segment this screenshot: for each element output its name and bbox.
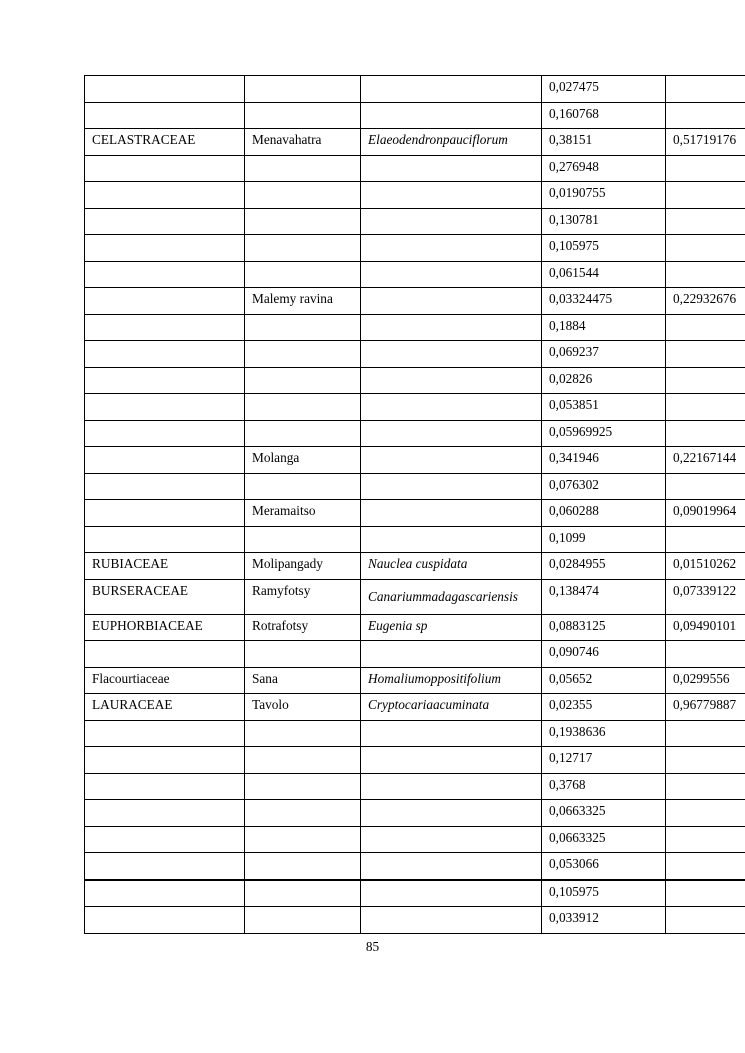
species-cell: Elaeodendronpauciflorum — [361, 129, 542, 156]
total-cell — [666, 853, 745, 880]
local-name-cell: Malemy ravina — [245, 288, 361, 315]
species-cell — [361, 880, 542, 907]
total-cell: 0,22932676 — [666, 288, 745, 315]
value-cell: 0,3768 — [542, 773, 666, 800]
family-cell — [85, 288, 245, 315]
local-name-cell — [245, 907, 361, 934]
total-cell — [666, 641, 745, 668]
value-cell: 0,276948 — [542, 155, 666, 182]
local-name-cell — [245, 314, 361, 341]
species-cell — [361, 853, 542, 880]
table-row — [85, 155, 745, 182]
species-cell: Nauclea cuspidata — [361, 553, 542, 580]
local-name-cell: Menavahatra — [245, 129, 361, 156]
value-cell: 0,060288 — [542, 500, 666, 527]
total-cell — [666, 526, 745, 553]
species-cell — [361, 641, 542, 668]
local-name-cell — [245, 155, 361, 182]
local-name-cell: Tavolo — [245, 694, 361, 721]
family-cell — [85, 473, 245, 500]
local-name-cell: Meramaitso — [245, 500, 361, 527]
total-cell — [666, 394, 745, 421]
local-name-cell — [245, 641, 361, 668]
table-row — [85, 826, 745, 853]
local-name-cell — [245, 182, 361, 209]
table-row — [85, 447, 745, 474]
table-row — [85, 720, 745, 747]
total-cell — [666, 747, 745, 774]
species-cell — [361, 102, 542, 129]
table-row — [85, 367, 745, 394]
family-cell: BURSERACEAE — [85, 579, 245, 614]
family-cell — [85, 447, 245, 474]
family-cell: EUPHORBIACEAE — [85, 614, 245, 641]
species-cell — [361, 526, 542, 553]
total-cell — [666, 773, 745, 800]
total-cell — [666, 76, 745, 103]
table-row — [85, 102, 745, 129]
value-cell: 0,061544 — [542, 261, 666, 288]
total-cell — [666, 880, 745, 907]
table-row — [85, 614, 745, 641]
table-row — [85, 341, 745, 368]
family-cell — [85, 773, 245, 800]
total-cell: 0,07339122 — [666, 579, 745, 614]
table-row — [85, 235, 745, 262]
value-cell: 0,1884 — [542, 314, 666, 341]
local-name-cell — [245, 261, 361, 288]
family-cell — [85, 880, 245, 907]
table-row — [85, 526, 745, 553]
table-row — [85, 641, 745, 668]
table-row — [85, 853, 745, 880]
value-cell: 0,090746 — [542, 641, 666, 668]
total-cell: 0,22167144 — [666, 447, 745, 474]
family-cell — [85, 261, 245, 288]
total-cell — [666, 420, 745, 447]
family-cell — [85, 76, 245, 103]
local-name-cell: Molipangady — [245, 553, 361, 580]
species-cell — [361, 747, 542, 774]
species-cell: Cryptocariaacuminata — [361, 694, 542, 721]
value-cell: 0,130781 — [542, 208, 666, 235]
value-cell: 0,38151 — [542, 129, 666, 156]
total-cell: 0,51719176 — [666, 129, 745, 156]
total-cell — [666, 261, 745, 288]
table-row — [85, 394, 745, 421]
value-cell: 0,138474 — [542, 579, 666, 614]
local-name-cell — [245, 367, 361, 394]
table-row — [85, 694, 745, 721]
table-row — [85, 314, 745, 341]
local-name-cell — [245, 473, 361, 500]
total-cell — [666, 155, 745, 182]
family-cell — [85, 853, 245, 880]
local-name-cell — [245, 880, 361, 907]
total-cell — [666, 907, 745, 934]
table-row — [85, 76, 745, 103]
species-cell — [361, 76, 542, 103]
total-cell — [666, 367, 745, 394]
value-cell: 0,05652 — [542, 667, 666, 694]
value-cell: 0,1099 — [542, 526, 666, 553]
local-name-cell — [245, 826, 361, 853]
local-name-cell: Sana — [245, 667, 361, 694]
family-cell — [85, 341, 245, 368]
local-name-cell — [245, 235, 361, 262]
species-cell — [361, 773, 542, 800]
total-cell — [666, 314, 745, 341]
family-cell — [85, 641, 245, 668]
family-cell — [85, 314, 245, 341]
table-row — [85, 208, 745, 235]
value-cell: 0,12717 — [542, 747, 666, 774]
family-cell — [85, 182, 245, 209]
local-name-cell — [245, 341, 361, 368]
table-row — [85, 800, 745, 827]
local-name-cell — [245, 853, 361, 880]
family-cell — [85, 420, 245, 447]
table-row — [85, 420, 745, 447]
species-cell — [361, 261, 542, 288]
species-cell — [361, 907, 542, 934]
table-row — [85, 288, 745, 315]
species-cell — [361, 182, 542, 209]
table-row — [85, 182, 745, 209]
value-cell: 0,069237 — [542, 341, 666, 368]
value-cell: 0,105975 — [542, 235, 666, 262]
species-cell — [361, 500, 542, 527]
local-name-cell — [245, 420, 361, 447]
value-cell: 0,076302 — [542, 473, 666, 500]
total-cell: 0,09019964 — [666, 500, 745, 527]
value-cell: 0,02355 — [542, 694, 666, 721]
local-name-cell — [245, 394, 361, 421]
table-row — [85, 747, 745, 774]
family-cell — [85, 235, 245, 262]
local-name-cell — [245, 720, 361, 747]
local-name-cell: Rotrafotsy — [245, 614, 361, 641]
species-cell: Eugenia sp — [361, 614, 542, 641]
local-name-cell — [245, 76, 361, 103]
local-name-cell — [245, 526, 361, 553]
table-row — [85, 579, 745, 614]
species-cell — [361, 235, 542, 262]
species-cell — [361, 473, 542, 500]
table-row — [85, 773, 745, 800]
total-cell — [666, 800, 745, 827]
table-row — [85, 500, 745, 527]
total-cell — [666, 235, 745, 262]
local-name-cell: Molanga — [245, 447, 361, 474]
family-cell: Flacourtiaceae — [85, 667, 245, 694]
family-cell — [85, 526, 245, 553]
total-cell: 0,96779887 — [666, 694, 745, 721]
value-cell: 0,027475 — [542, 76, 666, 103]
local-name-cell — [245, 208, 361, 235]
value-cell: 0,105975 — [542, 880, 666, 907]
local-name-cell — [245, 102, 361, 129]
species-cell — [361, 420, 542, 447]
family-cell — [85, 826, 245, 853]
species-cell — [361, 341, 542, 368]
species-cell — [361, 288, 542, 315]
total-cell: 0,09490101 — [666, 614, 745, 641]
value-cell: 0,05969925 — [542, 420, 666, 447]
family-cell: CELASTRACEAE — [85, 129, 245, 156]
species-cell — [361, 800, 542, 827]
table-row — [85, 907, 745, 934]
page-number: 85 — [365, 939, 380, 954]
family-cell: RUBIACEAE — [85, 553, 245, 580]
species-cell — [361, 720, 542, 747]
total-cell — [666, 182, 745, 209]
family-cell — [85, 747, 245, 774]
local-name-cell — [245, 747, 361, 774]
local-name-cell — [245, 773, 361, 800]
family-cell — [85, 394, 245, 421]
family-cell — [85, 367, 245, 394]
value-cell: 0,160768 — [542, 102, 666, 129]
table-body — [85, 76, 745, 934]
total-cell — [666, 826, 745, 853]
local-name-cell: Ramyfotsy — [245, 579, 361, 614]
species-cell — [361, 367, 542, 394]
total-cell — [666, 102, 745, 129]
value-cell: 0,053066 — [542, 853, 666, 880]
value-cell: 0,03324475 — [542, 288, 666, 315]
table-row — [85, 880, 745, 907]
value-cell: 0,341946 — [542, 447, 666, 474]
value-cell: 0,02826 — [542, 367, 666, 394]
family-cell — [85, 155, 245, 182]
family-cell — [85, 500, 245, 527]
species-cell — [361, 208, 542, 235]
local-name-cell — [245, 800, 361, 827]
value-cell: 0,0190755 — [542, 182, 666, 209]
table-row — [85, 129, 745, 156]
family-cell — [85, 907, 245, 934]
value-cell: 0,1938636 — [542, 720, 666, 747]
species-cell: Homaliumoppositifolium — [361, 667, 542, 694]
species-cell: Canariummadagascariensis — [361, 579, 542, 614]
total-cell — [666, 720, 745, 747]
value-cell: 0,053851 — [542, 394, 666, 421]
family-cell — [85, 720, 245, 747]
total-cell: 0,0299556 — [666, 667, 745, 694]
family-cell — [85, 102, 245, 129]
value-cell: 0,0663325 — [542, 826, 666, 853]
family-cell — [85, 800, 245, 827]
table-row — [85, 667, 745, 694]
species-cell — [361, 394, 542, 421]
table-row — [85, 553, 745, 580]
value-cell: 0,0883125 — [542, 614, 666, 641]
total-cell — [666, 208, 745, 235]
species-cell — [361, 447, 542, 474]
total-cell: 0,01510262 — [666, 553, 745, 580]
value-cell: 0,033912 — [542, 907, 666, 934]
species-cell — [361, 155, 542, 182]
family-cell — [85, 208, 245, 235]
table-row — [85, 261, 745, 288]
species-cell — [361, 314, 542, 341]
data-table — [84, 75, 745, 934]
value-cell: 0,0284955 — [542, 553, 666, 580]
value-cell: 0,0663325 — [542, 800, 666, 827]
table-row — [85, 473, 745, 500]
family-cell: LAURACEAE — [85, 694, 245, 721]
total-cell — [666, 473, 745, 500]
species-cell — [361, 826, 542, 853]
total-cell — [666, 341, 745, 368]
